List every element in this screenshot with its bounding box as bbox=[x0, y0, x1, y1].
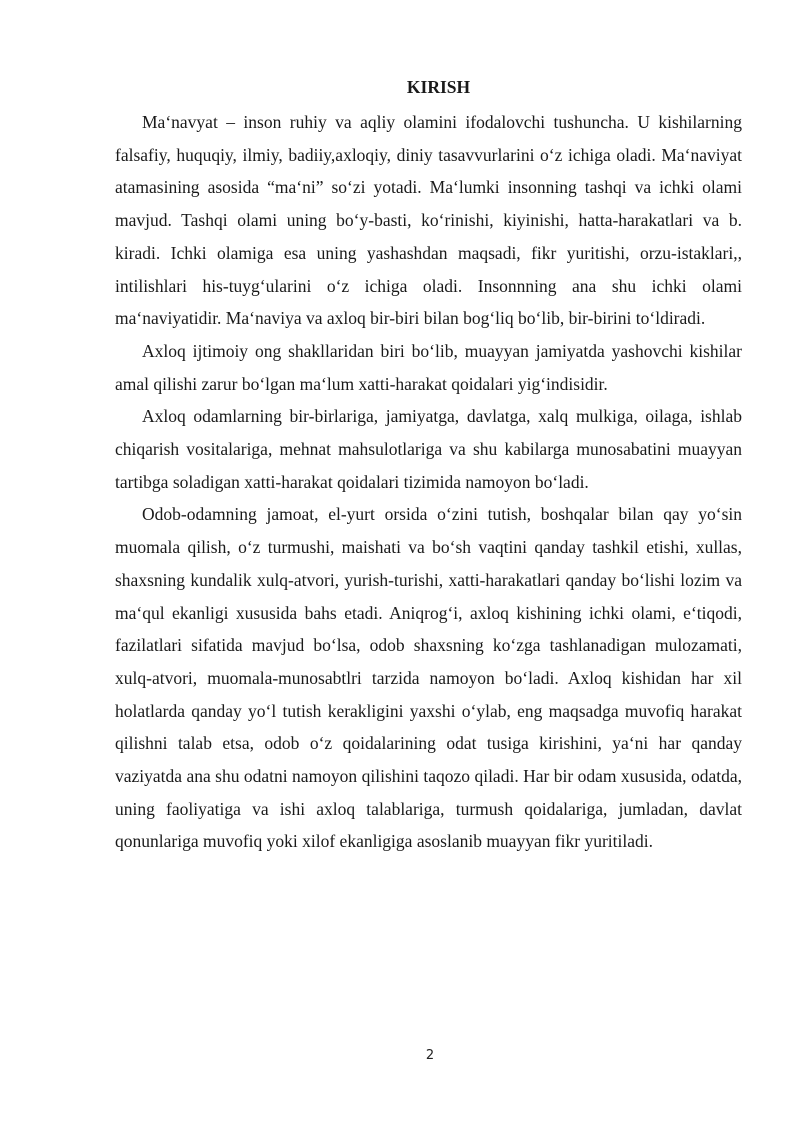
paragraph-manaviyat: Ma‘navyat – inson ruhiy va aqliy olamini ifodalovchi tushuncha. U kishilarning falsafiy, huquqiy, ilmiy, badiiy,axloqiy, diniy tasavvurlarini o‘z ichiga oladi. Ma‘naviyat atamasining asosida “ma‘ni” so‘zi yotadi. Ma‘lumki insonning tashqi va ichki olami mavjud. Tashqi olami uning bo‘y-basti, ko‘rinishi, kiyinishi, hatta-harakatlari va b. kiradi. Ichki olamiga esa uning yashashdan maqsadi, fikr yuritishi, orzu-istaklari,, intilishlari his-tuyg‘ularini o‘z ichiga oladi. Insonnning ana shu ichki olami ma‘naviyatidir. Ma‘naviya va axloq bir-biri bilan bog‘liq bo‘lib, bir-birini to‘ldiradi. bbox=[115, 112, 742, 329]
paragraph-axloq-relations: Axloq odamlarning bir-birlariga, jamiyatga, davlatga, xalq mulkiga, oilaga, ishlab chiqarish vositalariga, mehnat mahsulotlariga va shu kabilarga munosabatini muayyan tartibga soladigan xatti-harakat qoidalari tizimida namoyon bo‘ladi. bbox=[115, 406, 742, 492]
paragraph-axloq-definition: Axloq ijtimoiy ong shakllaridan biri bo‘lib, muayyan jamiyatda yashovchi kishilar amal qilishi zarur bo‘lgan ma‘lum xatti-harakat qoidalari yig‘indisidir. bbox=[115, 340, 742, 394]
document-body bbox=[115, 77, 742, 858]
paragraph-odob: Odob-odamning jamoat, el-yurt orsida o‘zini tutish, boshqalar bilan qay yo‘sin muomala qilish, o‘z turmushi, maishati va bo‘sh vaqtini qanday tashkil etishi, xullas, shaxsning kundalik xulq-atvori, yurish-turishi, xatti-harakatlari qanday bo‘lishi lozim va ma‘qul ekanligi xususida bahs etadi. Aniqrog‘i, axloq kishining ichki olami, e‘tiqodi, fazilatlari sifatida mavjud bo‘lsa, odob shaxsning ko‘zga tashlanadigan mulozamati, xulq-atvori, muomala-munosabtlri tarzida namoyon bo‘ladi. Axloq kishidan har xil holatlarda qanday yo‘l tutish kerakligini yaxshi o‘ylab, eng maqsadga muvofiq harakat qilishni talab etsa, odob o‘z qoidalarining odat tusiga kirishini, ya‘ni har qanday vaziyatda ana shu odatni namoyon qilishini taqozo qiladi. Har bir odam xususida, odatda, uning faoliyatiga va ishi axloq talablariga, turmush qoidalariga, jumladan, davlat qonunlariga muvofiq yoki xilof ekanligiga asoslanib muayyan fikr yuritiladi. bbox=[115, 504, 742, 852]
section-title: KIRISH bbox=[406, 77, 471, 97]
page-number: 2 bbox=[425, 1048, 435, 1063]
